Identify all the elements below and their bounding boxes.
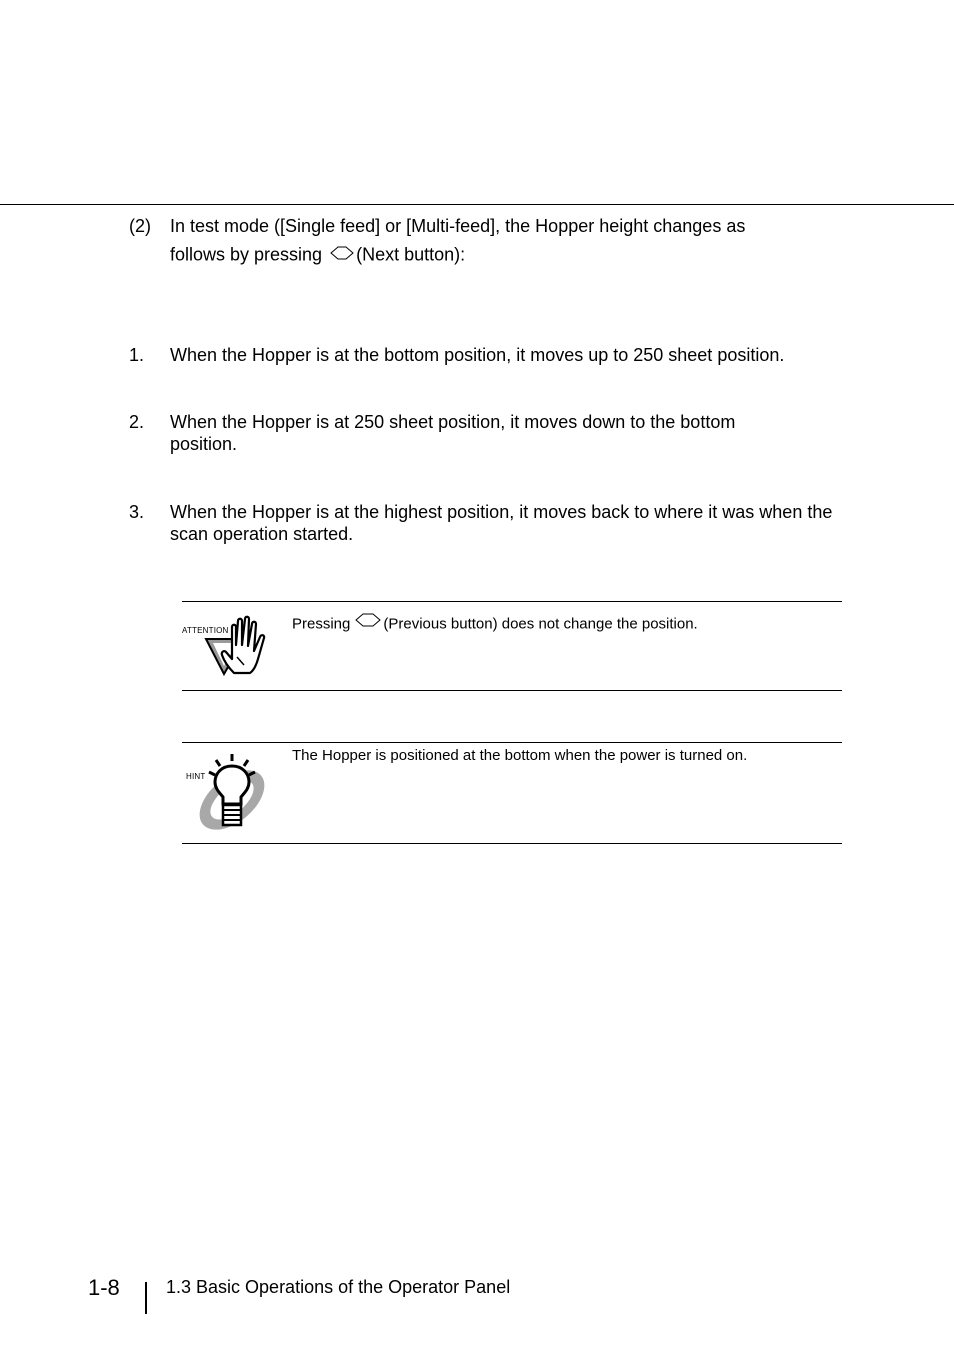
hint-lightbulb-icon (186, 752, 276, 832)
step-label: (2) (129, 216, 151, 236)
attention-caption: ATTENTION (182, 626, 229, 635)
attention-top-rule (182, 601, 842, 602)
step-2 (129, 212, 849, 272)
hint-caption: HINT (186, 772, 206, 781)
page-number: 1-8 (88, 1275, 120, 1300)
previous-button-icon (355, 613, 381, 633)
next-button-icon (330, 240, 354, 268)
attention-bottom-rule (182, 690, 842, 691)
attention-hand-icon (182, 613, 274, 677)
header-rule (0, 204, 954, 205)
list-item (129, 411, 849, 457)
list-item (129, 501, 849, 547)
list-number: 2. (129, 412, 145, 432)
attention-text: Pressing (Previous button) does not change the position. (292, 613, 832, 636)
step-text (170, 212, 850, 271)
hint-text: The Hopper is positioned at the bottom when the power is turned on. (292, 747, 748, 764)
list-text: When the Hopper is at 250 sheet position, it moves down to the bottom position. (170, 412, 736, 454)
list-number: 3. (129, 502, 145, 522)
list-text: When the Hopper is at the bottom position, it moves up to 250 sheet position. (170, 345, 785, 365)
footer-divider (145, 1282, 147, 1314)
hint-top-rule (182, 742, 842, 743)
list-text: When the Hopper is at the highest position, it moves back to where it was when the scan operation started. (170, 502, 833, 544)
hint-bottom-rule (182, 843, 842, 844)
step-line-1: In test mode ([Single feed] or [Multi-feed], the Hopper height changes as (170, 216, 746, 236)
step-line-2: follows by pressing (Next button): (170, 240, 850, 271)
section-title: 1.3 Basic Operations of the Operator Panel (166, 1277, 511, 1297)
list-number: 1. (129, 345, 145, 365)
list-item (129, 344, 849, 368)
